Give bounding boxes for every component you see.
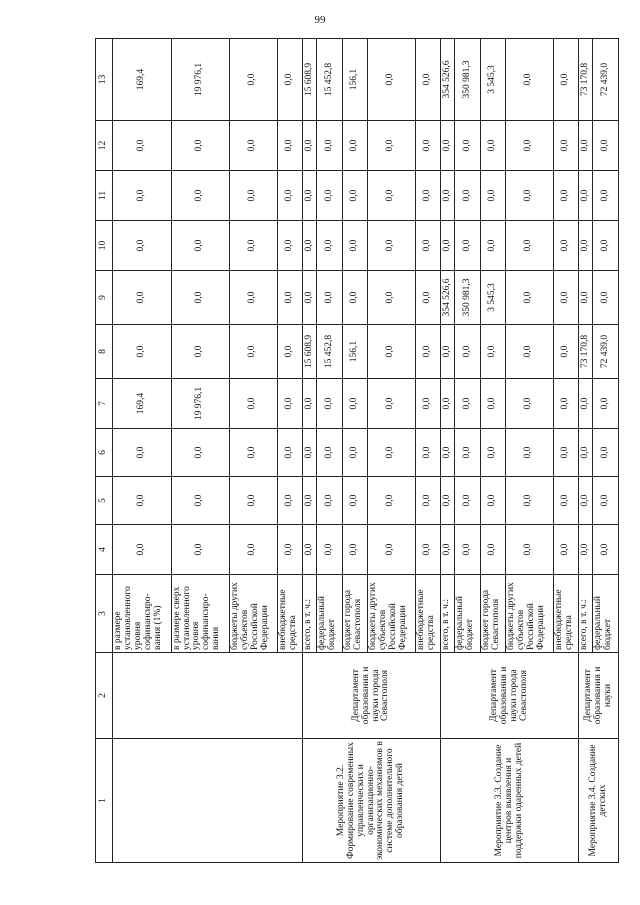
activity-cell — [113, 739, 303, 863]
value-cell: 0,0 — [480, 121, 505, 171]
value-cell: 73 170,8 — [579, 39, 593, 121]
value-cell: 0,0 — [553, 39, 578, 121]
department-cell: Департамент образования и науки — [579, 653, 619, 739]
funding-source-cell: внебюджетные средства — [553, 575, 578, 653]
funding-source-cell: бюджет города Севастополя — [480, 575, 505, 653]
value-cell: 169,4 — [113, 379, 172, 429]
value-cell: 0,0 — [415, 271, 440, 325]
value-cell: 15 452,8 — [317, 325, 342, 379]
table-row — [579, 39, 593, 863]
funding-source-cell: федеральный бюджет — [593, 575, 619, 653]
value-cell: 0,0 — [230, 271, 278, 325]
header-row — [96, 39, 113, 863]
value-cell: 0,0 — [593, 171, 619, 221]
value-cell: 0,0 — [579, 221, 593, 271]
value-cell: 0,0 — [368, 379, 416, 429]
value-cell: 0,0 — [302, 271, 316, 325]
value-cell: 0,0 — [171, 477, 230, 525]
value-cell: 0,0 — [593, 121, 619, 171]
value-cell: 0,0 — [480, 429, 505, 477]
value-cell: 0,0 — [579, 525, 593, 575]
value-cell: 0,0 — [553, 325, 578, 379]
value-cell: 0,0 — [230, 525, 278, 575]
column-header: 10 — [96, 221, 113, 271]
value-cell: 0,0 — [441, 221, 455, 271]
value-cell: 0,0 — [230, 477, 278, 525]
value-cell: 0,0 — [368, 429, 416, 477]
value-cell: 0,0 — [171, 121, 230, 171]
funding-source-cell: внебюджетные средства — [277, 575, 302, 653]
value-cell: 354 526,6 — [441, 39, 455, 121]
value-cell: 0,0 — [277, 379, 302, 429]
value-cell: 0,0 — [113, 429, 172, 477]
funding-source-cell: бюджеты других субъектов Российской Федерации — [506, 575, 554, 653]
funding-source-cell: всего, в т. ч.: — [579, 575, 593, 653]
value-cell: 0,0 — [302, 429, 316, 477]
value-cell: 0,0 — [415, 429, 440, 477]
value-cell: 0,0 — [171, 525, 230, 575]
value-cell: 0,0 — [480, 325, 505, 379]
value-cell: 0,0 — [441, 325, 455, 379]
value-cell: 0,0 — [230, 429, 278, 477]
column-header: 5 — [96, 477, 113, 525]
value-cell: 0,0 — [455, 477, 480, 525]
value-cell: 0,0 — [441, 379, 455, 429]
value-cell: 0,0 — [113, 525, 172, 575]
value-cell: 0,0 — [415, 39, 440, 121]
value-cell: 0,0 — [441, 429, 455, 477]
funding-source-cell: всего, в т. ч.: — [441, 575, 455, 653]
value-cell: 156,1 — [342, 39, 367, 121]
table-row — [113, 39, 172, 863]
value-cell: 0,0 — [368, 525, 416, 575]
value-cell: 0,0 — [230, 39, 278, 121]
value-cell: 0,0 — [302, 221, 316, 271]
value-cell: 0,0 — [415, 525, 440, 575]
value-cell: 0,0 — [171, 325, 230, 379]
value-cell: 0,0 — [317, 379, 342, 429]
value-cell: 0,0 — [277, 429, 302, 477]
value-cell: 0,0 — [171, 171, 230, 221]
funding-source-cell: внебюджетные средства — [415, 575, 440, 653]
value-cell: 0,0 — [302, 121, 316, 171]
value-cell: 0,0 — [415, 477, 440, 525]
value-cell: 0,0 — [455, 379, 480, 429]
value-cell: 0,0 — [368, 221, 416, 271]
value-cell: 0,0 — [113, 171, 172, 221]
value-cell: 0,0 — [113, 271, 172, 325]
value-cell: 0,0 — [277, 39, 302, 121]
column-header: 1 — [96, 739, 113, 863]
value-cell: 0,0 — [579, 121, 593, 171]
value-cell: 0,0 — [415, 325, 440, 379]
value-cell: 0,0 — [317, 171, 342, 221]
value-cell: 72 439,0 — [593, 325, 619, 379]
funding-source-cell: федеральный бюджет — [455, 575, 480, 653]
value-cell: 0,0 — [441, 121, 455, 171]
value-cell: 72 439,0 — [593, 39, 619, 121]
value-cell: 0,0 — [553, 171, 578, 221]
value-cell: 0,0 — [593, 379, 619, 429]
value-cell: 0,0 — [317, 271, 342, 325]
value-cell: 0,0 — [368, 171, 416, 221]
value-cell: 0,0 — [368, 39, 416, 121]
value-cell: 0,0 — [342, 171, 367, 221]
value-cell: 0,0 — [317, 221, 342, 271]
value-cell: 0,0 — [415, 171, 440, 221]
value-cell: 0,0 — [480, 477, 505, 525]
funding-source-cell: в размере сверх установленного уровня софинансиро-вания — [171, 575, 230, 653]
value-cell: 0,0 — [593, 221, 619, 271]
value-cell: 0,0 — [171, 271, 230, 325]
value-cell: 0,0 — [171, 221, 230, 271]
value-cell: 0,0 — [113, 325, 172, 379]
value-cell: 0,0 — [441, 171, 455, 221]
value-cell: 0,0 — [506, 171, 554, 221]
value-cell: 0,0 — [593, 271, 619, 325]
value-cell: 0,0 — [553, 121, 578, 171]
column-header: 11 — [96, 171, 113, 221]
value-cell: 19 976,1 — [171, 39, 230, 121]
value-cell: 0,0 — [579, 379, 593, 429]
rotated-table-container — [95, 39, 619, 863]
value-cell: 156,1 — [342, 325, 367, 379]
column-header: 2 — [96, 653, 113, 739]
value-cell: 0,0 — [415, 379, 440, 429]
value-cell: 0,0 — [579, 429, 593, 477]
value-cell: 0,0 — [455, 121, 480, 171]
value-cell: 0,0 — [113, 477, 172, 525]
value-cell: 0,0 — [579, 477, 593, 525]
value-cell: 73 170,8 — [579, 325, 593, 379]
value-cell: 0,0 — [455, 221, 480, 271]
value-cell: 0,0 — [277, 325, 302, 379]
value-cell: 0,0 — [368, 477, 416, 525]
value-cell: 0,0 — [480, 525, 505, 575]
value-cell: 0,0 — [553, 525, 578, 575]
value-cell: 0,0 — [230, 121, 278, 171]
table-row — [302, 39, 316, 863]
value-cell: 0,0 — [277, 477, 302, 525]
value-cell: 0,0 — [480, 171, 505, 221]
value-cell: 0,0 — [506, 477, 554, 525]
value-cell: 0,0 — [579, 171, 593, 221]
funding-source-cell: федеральный бюджет — [317, 575, 342, 653]
value-cell: 0,0 — [553, 271, 578, 325]
value-cell: 0,0 — [368, 271, 416, 325]
value-cell: 0,0 — [302, 171, 316, 221]
funding-source-cell: бюджеты других субъектов Российской Федерации — [368, 575, 416, 653]
value-cell: 0,0 — [230, 171, 278, 221]
value-cell: 350 981,3 — [455, 39, 480, 121]
value-cell: 0,0 — [302, 379, 316, 429]
value-cell: 0,0 — [506, 429, 554, 477]
value-cell: 0,0 — [455, 429, 480, 477]
value-cell: 0,0 — [342, 477, 367, 525]
value-cell: 0,0 — [455, 171, 480, 221]
value-cell: 0,0 — [302, 477, 316, 525]
value-cell: 0,0 — [317, 525, 342, 575]
column-header: 3 — [96, 575, 113, 653]
column-header: 6 — [96, 429, 113, 477]
value-cell: 0,0 — [441, 525, 455, 575]
value-cell: 0,0 — [342, 221, 367, 271]
value-cell: 0,0 — [317, 429, 342, 477]
value-cell: 0,0 — [342, 121, 367, 171]
value-cell: 19 976,1 — [171, 379, 230, 429]
value-cell: 0,0 — [506, 121, 554, 171]
value-cell: 0,0 — [342, 379, 367, 429]
value-cell: 0,0 — [302, 525, 316, 575]
value-cell: 0,0 — [277, 171, 302, 221]
value-cell: 0,0 — [579, 271, 593, 325]
value-cell: 0,0 — [113, 221, 172, 271]
value-cell: 354 526,6 — [441, 271, 455, 325]
value-cell: 0,0 — [230, 221, 278, 271]
value-cell: 0,0 — [230, 379, 278, 429]
value-cell: 0,0 — [230, 325, 278, 379]
activity-cell: Мероприятие 3.4. Создание детских — [579, 739, 619, 863]
value-cell: 0,0 — [317, 121, 342, 171]
column-header: 12 — [96, 121, 113, 171]
value-cell: 169,4 — [113, 39, 172, 121]
value-cell: 0,0 — [593, 525, 619, 575]
value-cell: 0,0 — [480, 221, 505, 271]
value-cell: 15 608,9 — [302, 325, 316, 379]
value-cell: 0,0 — [415, 121, 440, 171]
value-cell: 0,0 — [455, 525, 480, 575]
value-cell: 0,0 — [506, 271, 554, 325]
value-cell: 3 545,3 — [480, 39, 505, 121]
value-cell: 0,0 — [506, 39, 554, 121]
value-cell: 0,0 — [441, 477, 455, 525]
value-cell: 0,0 — [368, 325, 416, 379]
department-cell — [113, 653, 303, 739]
budget-table — [95, 38, 619, 863]
value-cell: 0,0 — [553, 477, 578, 525]
value-cell: 0,0 — [415, 221, 440, 271]
value-cell: 0,0 — [553, 379, 578, 429]
value-cell: 0,0 — [277, 221, 302, 271]
value-cell: 0,0 — [277, 271, 302, 325]
value-cell: 0,0 — [553, 429, 578, 477]
value-cell: 0,0 — [553, 221, 578, 271]
value-cell: 350 981,3 — [455, 271, 480, 325]
page-number: 99 — [314, 14, 326, 26]
value-cell: 0,0 — [113, 121, 172, 171]
value-cell: 0,0 — [342, 525, 367, 575]
column-header: 4 — [96, 525, 113, 575]
funding-source-cell: всего, в т. ч.: — [302, 575, 316, 653]
value-cell: 0,0 — [506, 525, 554, 575]
value-cell: 0,0 — [317, 477, 342, 525]
column-header: 7 — [96, 379, 113, 429]
value-cell: 0,0 — [506, 221, 554, 271]
value-cell: 0,0 — [593, 429, 619, 477]
funding-source-cell: бюджеты других субъектов Российской Федерации — [230, 575, 278, 653]
activity-cell: Мероприятие 3.3. Создание центров выявления и поддержки одаренных детей — [441, 739, 579, 863]
table-body — [113, 39, 619, 863]
value-cell: 0,0 — [455, 325, 480, 379]
column-header: 13 — [96, 39, 113, 121]
value-cell: 0,0 — [593, 477, 619, 525]
table-row — [441, 39, 455, 863]
department-cell: Департамент образования и науки города Севастополя — [302, 653, 440, 739]
value-cell: 0,0 — [506, 325, 554, 379]
value-cell: 15 608,9 — [302, 39, 316, 121]
column-header: 9 — [96, 271, 113, 325]
value-cell: 0,0 — [277, 121, 302, 171]
value-cell: 0,0 — [277, 525, 302, 575]
value-cell: 0,0 — [480, 379, 505, 429]
value-cell: 3 545,3 — [480, 271, 505, 325]
value-cell: 15 452,8 — [317, 39, 342, 121]
department-cell: Департамент образования и науки города Севастополя — [441, 653, 579, 739]
activity-cell: Мероприятие 3.2. Формирование современных управленческих и организационно-экономических механизмов в системе дополнительного образования детей — [302, 739, 440, 863]
funding-source-cell: в размере установленного уровня софинансиро-вания (1%) — [113, 575, 172, 653]
value-cell: 0,0 — [506, 379, 554, 429]
value-cell: 0,0 — [368, 121, 416, 171]
funding-source-cell: бюджет города Севастополя — [342, 575, 367, 653]
value-cell: 0,0 — [171, 429, 230, 477]
column-header: 8 — [96, 325, 113, 379]
value-cell: 0,0 — [342, 271, 367, 325]
value-cell: 0,0 — [342, 429, 367, 477]
